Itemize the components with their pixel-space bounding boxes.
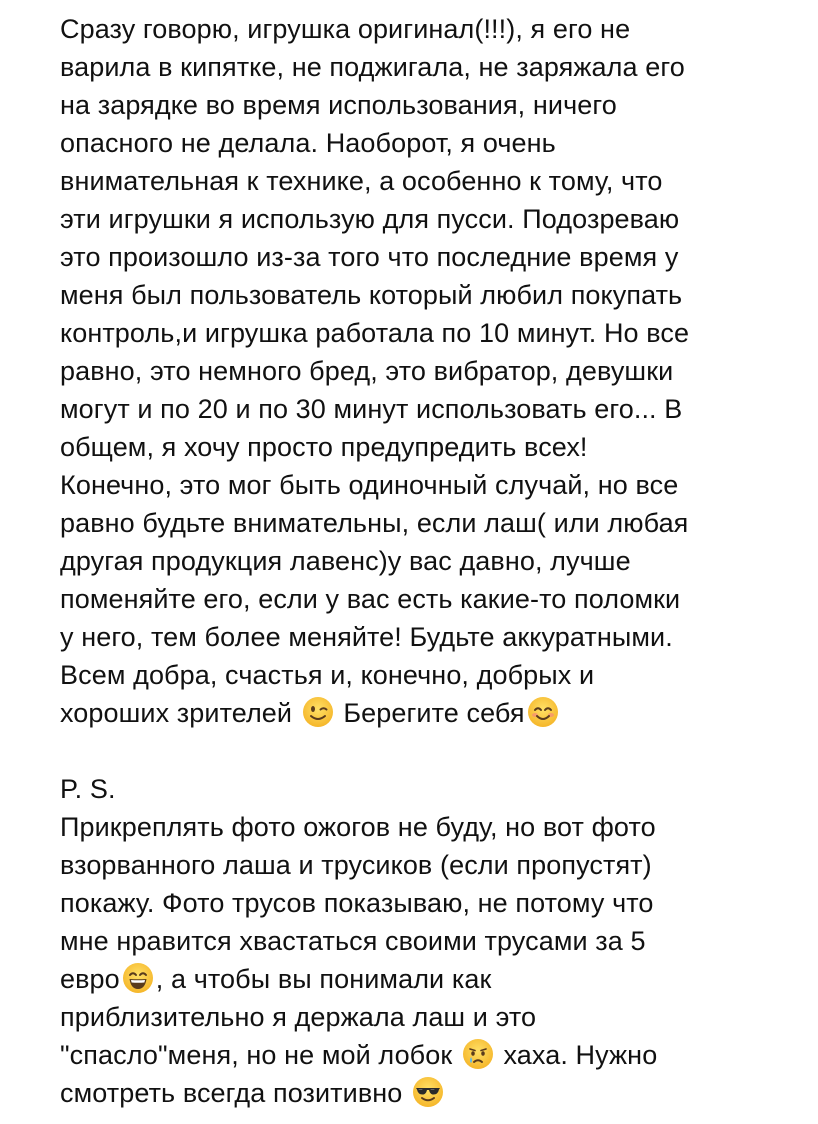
text-line: на зарядке во время использования, ничего	[60, 90, 617, 120]
text-line: это произошло из-за того что последние время у	[60, 242, 679, 272]
text-line: общем, я хочу просто предупредить всех!	[60, 432, 588, 462]
text-line: приблизительно я держала лаш и это	[60, 1002, 537, 1032]
text-line: покажу. Фото трусов показываю, не потому что	[60, 888, 654, 918]
text-fragment: хороших зрителей	[60, 698, 300, 728]
text-fragment: "спасло"меня, но не мой лобок	[60, 1040, 460, 1070]
crying-face-icon	[462, 1038, 494, 1070]
text-line: мне нравится хвастаться своими трусами за 5	[60, 926, 646, 956]
blank-line	[60, 732, 790, 770]
text-line: варила в кипятке, не поджигала, не заряжала его	[60, 52, 685, 82]
text-line	[60, 960, 790, 998]
text-line: равно, это немного бред, это вибратор, девушки	[60, 356, 674, 386]
text-fragment: смотреть всегда позитивно	[60, 1078, 411, 1108]
text-fragment: евро	[60, 964, 120, 994]
text-line: Прикреплять фото ожогов не буду, но вот фото	[60, 812, 656, 842]
text-line: Сразу говорю, игрушка оригинал(!!!), я его не	[60, 14, 631, 44]
text-line	[60, 1036, 790, 1074]
text-line: эти игрушки я использую для пусси. Подозреваю	[60, 204, 680, 234]
grinning-face-icon	[122, 962, 154, 994]
text-line: внимательная к технике, а особенно к тому, что	[60, 166, 663, 196]
text-line: взорванного лаша и трусиков (если пропустят)	[60, 850, 652, 880]
winking-face-icon	[302, 696, 334, 728]
text-fragment: , а чтобы вы понимали как	[155, 964, 492, 994]
ps-label: P. S.	[60, 774, 116, 804]
text-line: Всем добра, счастья и, конечно, добрых и	[60, 660, 595, 690]
text-line: у него, тем более меняйте! Будьте аккуратными.	[60, 622, 673, 652]
text-line: Конечно, это мог быть одиночный случай, но все	[60, 470, 679, 500]
text-line	[60, 694, 790, 732]
text-fragment: хаха. Нужно	[495, 1040, 658, 1070]
text-line: меня был пользователь который любил покупать	[60, 280, 683, 310]
message-text	[60, 10, 790, 1112]
text-line	[60, 1074, 790, 1112]
text-fragment: Берегите себя	[335, 698, 525, 728]
text-line: другая продукция лавенс)у вас давно, лучше	[60, 546, 631, 576]
text-line: контроль,и игрушка работала по 10 минут. Но все	[60, 318, 690, 348]
sunglasses-face-icon	[412, 1076, 444, 1108]
text-line: могут и по 20 и по 30 минут использовать его... В	[60, 394, 683, 424]
text-line: опасного не делала. Наоборот, я очень	[60, 128, 556, 158]
text-line: равно будьте внимательны, если лаш( или любая	[60, 508, 689, 538]
text-line: поменяйте его, если у вас есть какие-то поломки	[60, 584, 681, 614]
smiling-face-icon	[527, 696, 559, 728]
